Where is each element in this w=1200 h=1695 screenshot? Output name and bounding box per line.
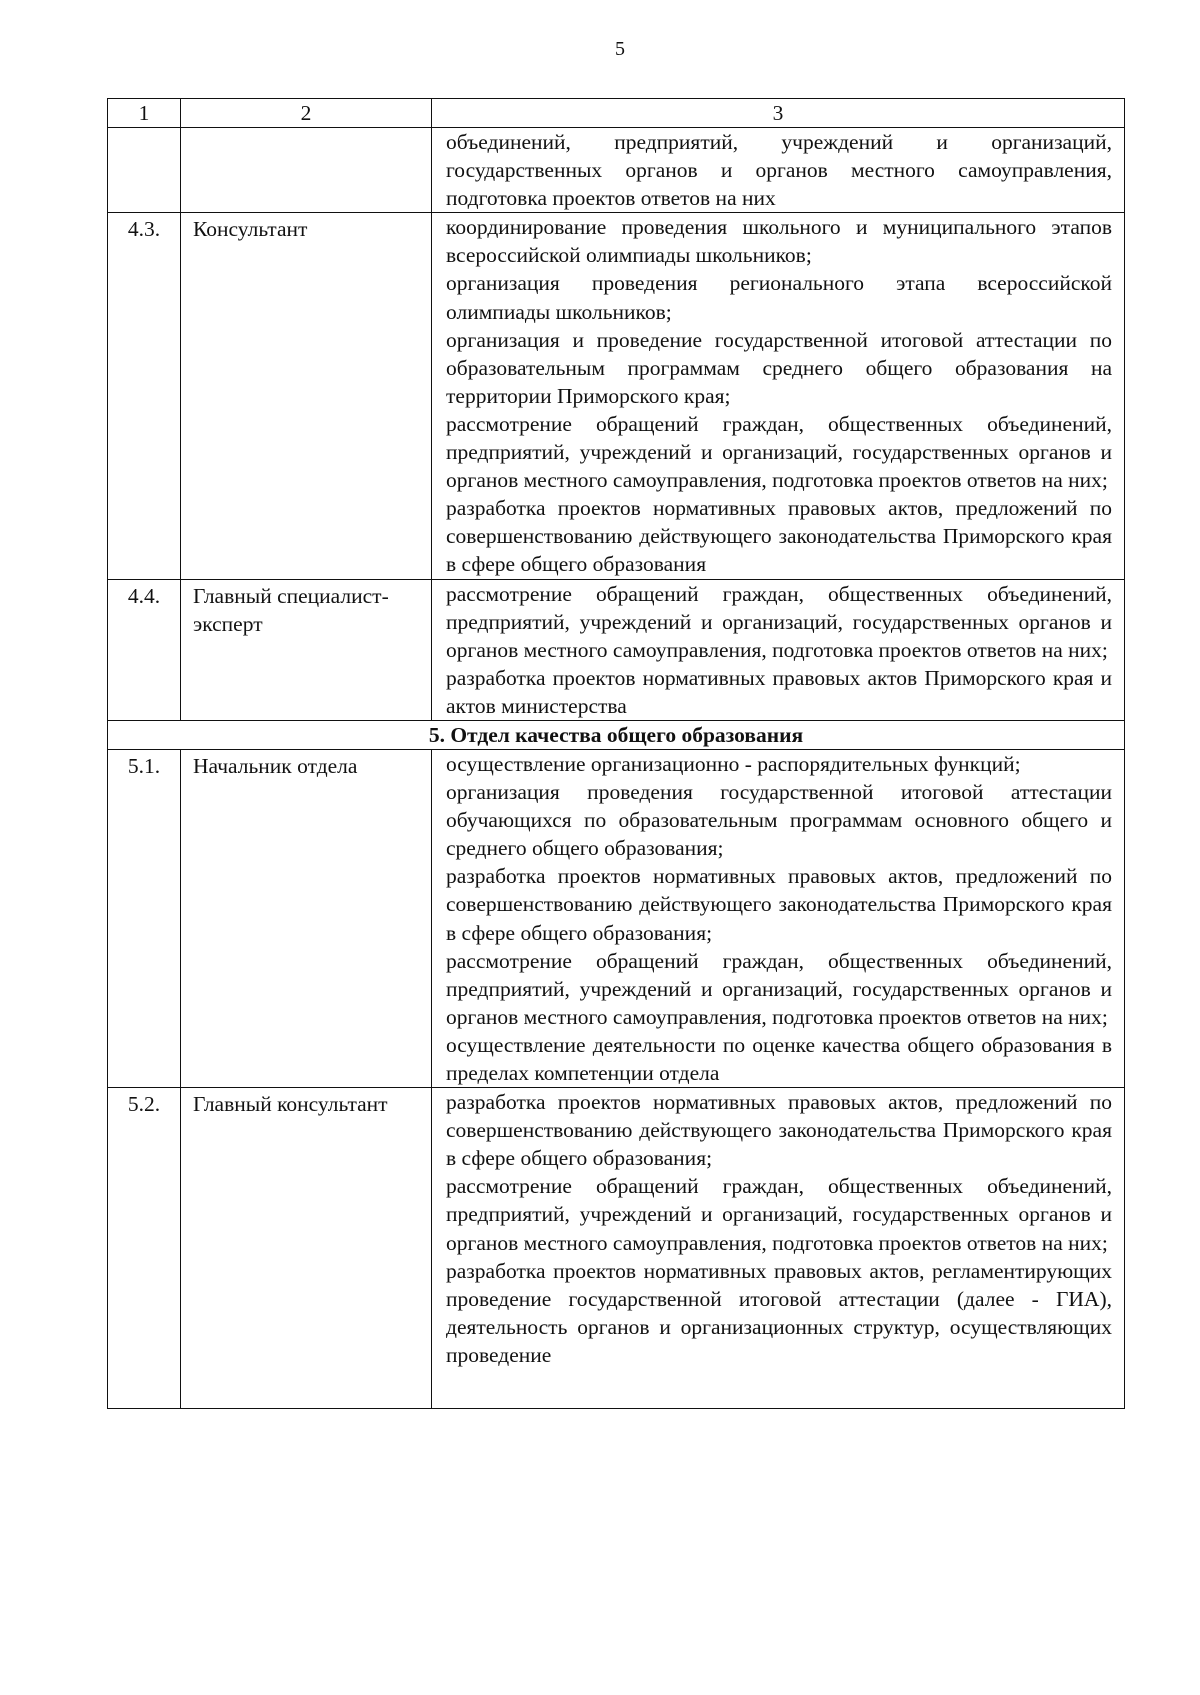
section-title: 5. Отдел качества общего образования: [108, 720, 1125, 749]
duties-cell: [432, 128, 1125, 213]
header-col-2: 2: [181, 99, 432, 128]
duty-item: разработка проектов нормативных правовых актов, регламентирующих проведение государственной итоговой аттестации (далее - ГИА), деятельность органов и организационных структур, осуществляющих проведение: [446, 1258, 1112, 1367]
position-title: [181, 128, 432, 213]
duties-cell: [432, 579, 1125, 720]
duty-item: разработка проектов нормативных правовых актов, предложений по совершенствованию действующего законодательства Приморского края в сфере общего образования;: [446, 864, 1112, 945]
duties-cell: [432, 749, 1125, 1087]
row-number: 5.1.: [108, 749, 181, 1087]
position-title: Главный специалист-эксперт: [181, 579, 432, 720]
table-row: [108, 213, 1125, 579]
row-number: [108, 128, 181, 213]
duty-item: рассмотрение обращений граждан, общественных объединений, предприятий, учреждений и организаций, государственных органов и органов местного самоуправления, подготовка проектов ответов на них;: [446, 948, 1112, 1029]
duty-item: осуществление организационно - распорядительных функций;: [446, 751, 1021, 776]
page-number: 5: [615, 38, 625, 60]
position-title: Начальник отдела: [181, 749, 432, 1087]
duty-item: рассмотрение обращений граждан, общественных объединений, предприятий, учреждений и организаций, государственных органов и органов местного самоуправления, подготовка проектов ответов на них;: [446, 581, 1112, 662]
duty-item: разработка проектов нормативных правовых актов, предложений по совершенствованию действующего законодательства Приморского края в сфере общего образования;: [446, 1090, 1112, 1171]
position-title: Консультант: [181, 213, 432, 579]
duty-item: организация и проведение государственной итоговой аттестации по образовательным программам среднего общего образования на территории Приморского края;: [446, 327, 1112, 408]
header-col-3: 3: [432, 99, 1125, 128]
row-number: 4.4.: [108, 579, 181, 720]
duties-cell: [432, 213, 1125, 579]
duty-item: объединений, предприятий, учреждений и организаций, государственных органов и органов местного самоуправления, подготовка проектов ответов на них: [446, 130, 1112, 211]
table-row: [108, 1088, 1125, 1409]
position-title: Главный консультант: [181, 1088, 432, 1409]
table-header-row: [108, 99, 1125, 128]
section-heading-row: [108, 720, 1125, 749]
duty-item: координирование проведения школьного и муниципального этапов всероссийской олимпиады школьников;: [446, 215, 1112, 268]
duty-item: рассмотрение обращений граждан, общественных объединений, предприятий, учреждений и организаций, государственных органов и органов местного самоуправления, подготовка проектов ответов на них;: [446, 411, 1112, 493]
duty-item: организация проведения регионального этапа всероссийской олимпиады школьников;: [446, 271, 1112, 324]
duty-item: осуществление деятельности по оценке качества общего образования в пределах компетенции отдела: [446, 1032, 1112, 1085]
row-number: 4.3.: [108, 213, 181, 579]
duty-item: разработка проектов нормативных правовых актов, предложений по совершенствованию действующего законодательства Приморского края в сфере общего образования: [446, 496, 1112, 577]
duty-item: разработка проектов нормативных правовых актов Приморского края и актов министерства: [446, 665, 1112, 718]
duty-item: рассмотрение обращений граждан, общественных объединений, предприятий, учреждений и организаций, государственных органов и органов местного самоуправления, подготовка проектов ответов на них;: [446, 1174, 1112, 1255]
staff-duties-table: [107, 98, 1125, 1409]
row-number: 5.2.: [108, 1088, 181, 1409]
header-col-1: 1: [108, 99, 181, 128]
continuation-row: [108, 128, 1125, 213]
table-row: [108, 579, 1125, 720]
duty-item: организация проведения государственной итоговой аттестации обучающихся по образовательным программам основного общего и среднего общего образования;: [446, 780, 1112, 861]
duties-cell: [432, 1088, 1125, 1409]
table-row: [108, 749, 1125, 1087]
